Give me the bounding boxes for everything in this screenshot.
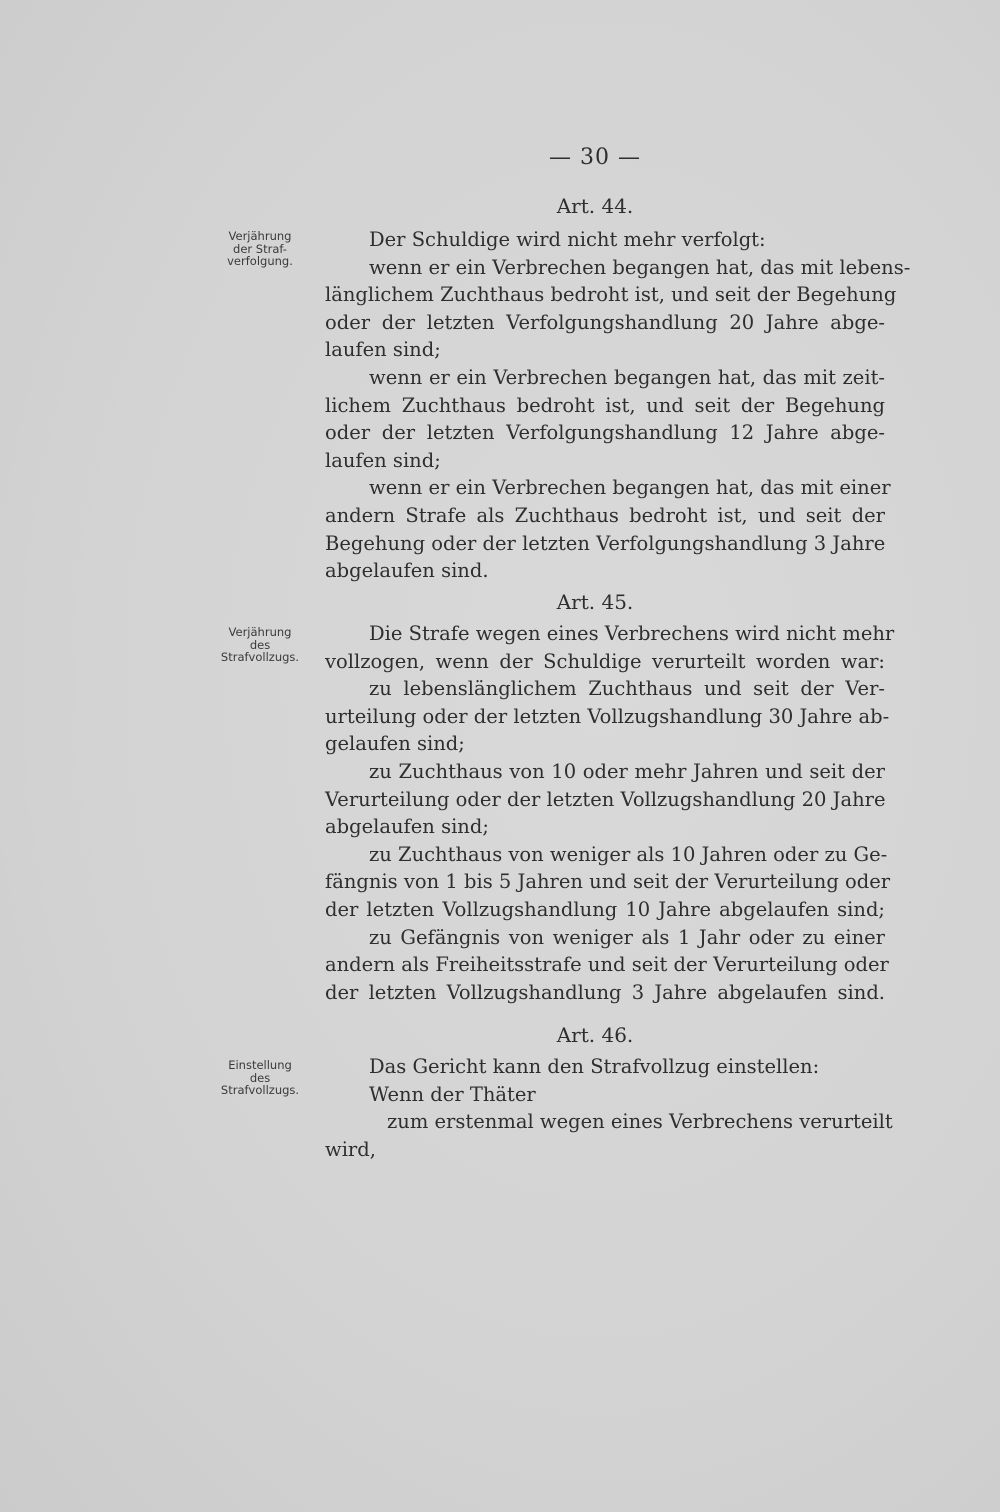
margin-note-line: des (249, 1070, 271, 1085)
text-line: urteilung oder der letzten Vollzugshandlung 30 Jahre ab- (325, 704, 890, 728)
margin-note-line: Einstellung (228, 1058, 292, 1072)
article-45-heading: Art. 45. (556, 590, 634, 614)
text-line: zu lebenslänglichem Zuchthaus und seit der Ver- (369, 677, 885, 701)
margin-note-einstellung-strafvollzug (200, 1059, 320, 1097)
text-line: wird, (325, 1137, 376, 1161)
article-44-body (325, 226, 911, 585)
text-line: andern als Freiheitsstrafe und seit der Verurteilung oder (325, 953, 889, 977)
text-line: zu Zuchthaus von 10 oder mehr Jahren und seit der (369, 759, 885, 783)
article-45-body (325, 620, 895, 1006)
text-line: Wenn der Thäter (369, 1082, 536, 1106)
text-line: fängnis von 1 bis 5 Jahren und seit der Verurteilung oder (325, 870, 891, 894)
text-line: oder der letzten Verfolgungshandlung 12 Jahre abge- (325, 421, 885, 445)
text-line: wenn er ein Verbrechen begangen hat, das mit einer (369, 476, 891, 500)
text-line: vollzogen, wenn der Schuldige verurteilt worden war: (325, 649, 885, 673)
text-line: Der Schuldige wird nicht mehr verfolgt: (369, 228, 766, 251)
margin-note-line: verfolgung. (227, 254, 293, 268)
article-46-heading: Art. 46. (556, 1023, 634, 1047)
text-line: abgelaufen sind. (325, 559, 489, 583)
article-46-body (325, 1053, 893, 1163)
text-line: lichem Zuchthaus bedroht ist, und seit der Begehung (325, 393, 885, 417)
text-line: der letzten Vollzugshandlung 3 Jahre abgelaufen sind. (325, 980, 885, 1004)
text-line: Begehung oder der letzten Verfolgungshandlung 3 Jahre (325, 531, 886, 555)
margin-note-line: Verjährung (228, 625, 292, 639)
article-44-heading: Art. 44. (556, 194, 634, 218)
text-line: Das Gericht kann den Strafvollzug einstellen: (369, 1055, 820, 1078)
margin-note-line: Strafvollzugs. (220, 650, 300, 664)
text-line: gelaufen sind; (325, 732, 465, 756)
margin-note-line: Strafvollzugs. (220, 1083, 300, 1097)
text-line: oder der letzten Verfolgungshandlung 20 Jahre abge- (325, 310, 885, 334)
text-line: zu Zuchthaus von weniger als 10 Jahren oder zu Ge- (369, 842, 888, 866)
margin-note-line: des (249, 637, 271, 652)
page-number: — 30 — (549, 145, 641, 170)
text-line: laufen sind; (325, 448, 441, 472)
text-line: laufen sind; (325, 338, 441, 362)
text-line: Die Strafe wegen eines Verbrechens wird nicht mehr (369, 622, 895, 645)
text-line: abgelaufen sind; (325, 815, 489, 839)
text-line: wenn er ein Verbrechen begangen hat, das mit zeit- (369, 365, 885, 389)
margin-note-line: Verjährung (228, 229, 292, 243)
margin-note-verjaehrung-strafvollzug (200, 626, 320, 664)
text-line: wenn er ein Verbrechen begangen hat, das mit lebens- (369, 255, 911, 279)
text-line: andern Strafe als Zuchthaus bedroht ist, und seit der (325, 503, 885, 527)
text-line: länglichem Zuchthaus bedroht ist, und seit der Begehung (325, 283, 897, 307)
text-line: zum erstenmal wegen eines Verbrechens verurteilt (387, 1110, 893, 1134)
text-line: Verurteilung oder der letzten Vollzugshandlung 20 Jahre (325, 787, 886, 811)
margin-note-line: der Straf- (233, 241, 287, 256)
text-line: zu Gefängnis von weniger als 1 Jahr oder zu einer (369, 925, 885, 949)
text-line: der letzten Vollzugshandlung 10 Jahre abgelaufen sind; (325, 897, 885, 921)
margin-note-verjaehrung-strafverfolgung (200, 230, 320, 268)
